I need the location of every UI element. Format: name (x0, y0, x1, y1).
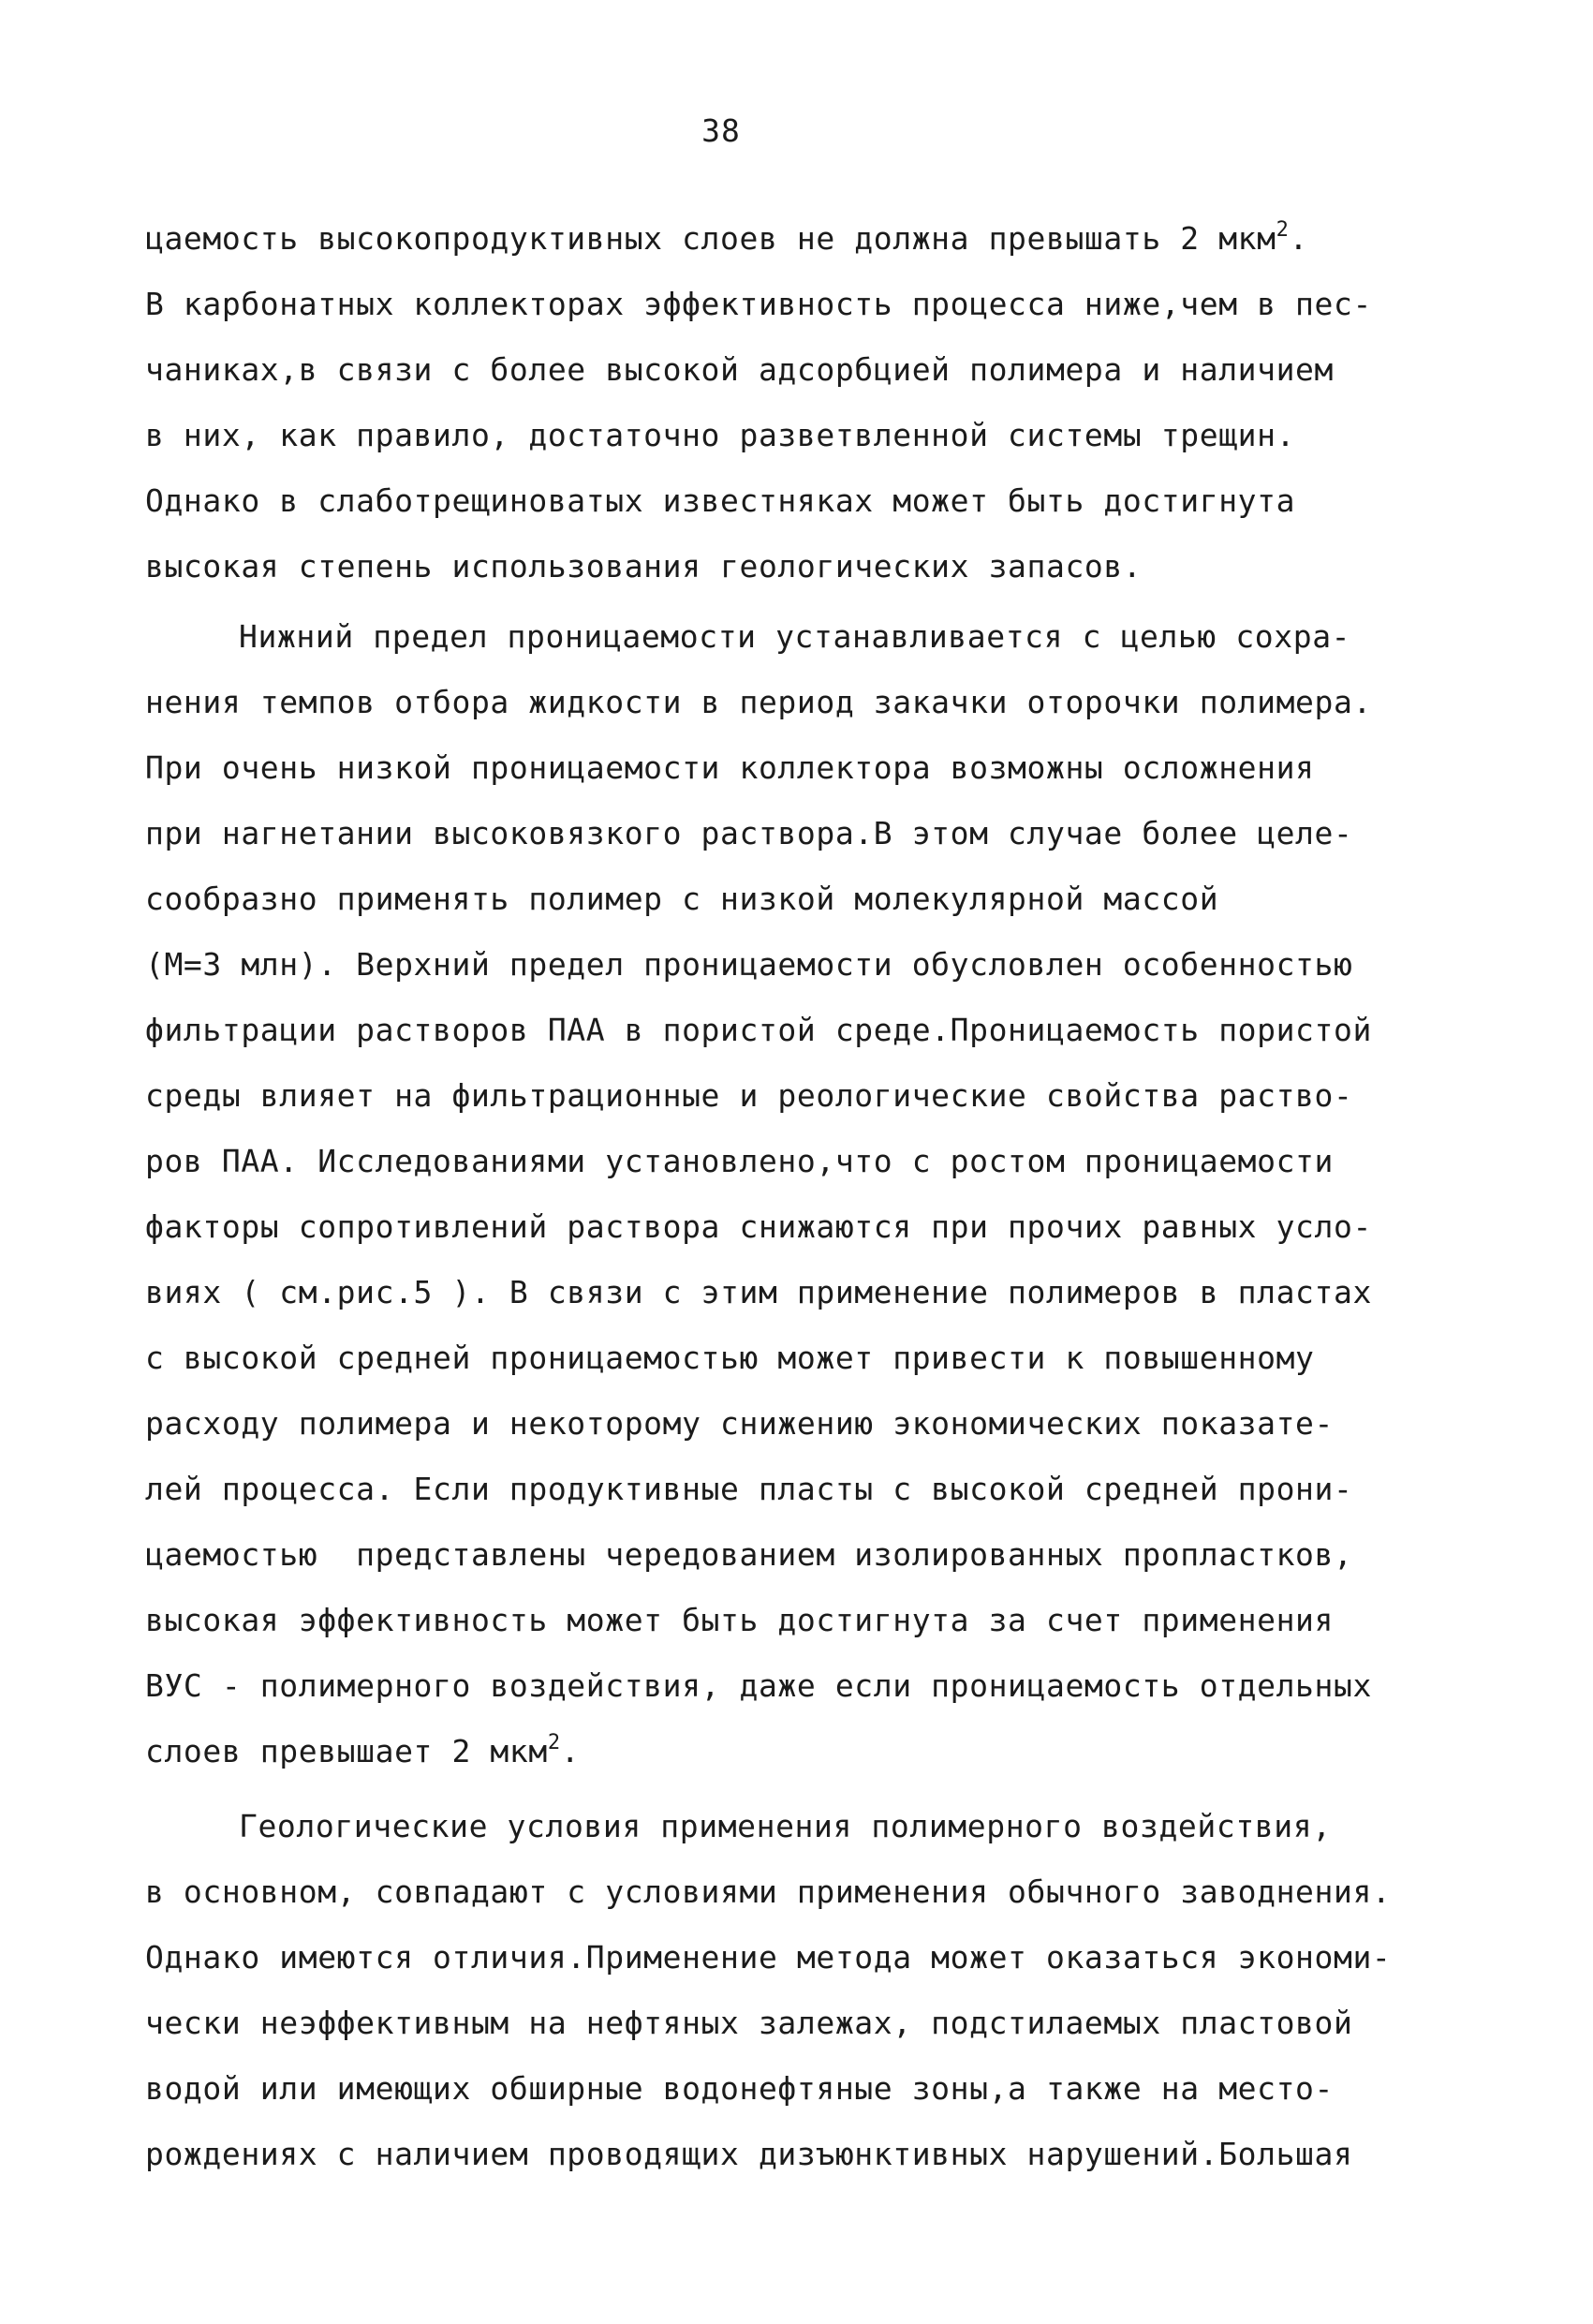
text-line: виях ( см.рис.5 ). В связи с этим применение полимеров в пластах (145, 1274, 1372, 1310)
text-line: сообразно применять полимер с низкой молекулярной массой (145, 881, 1219, 917)
page-number: 38 (701, 112, 741, 149)
text-line: чаниках,в связи с более высокой адсорбцией полимера и наличием (145, 351, 1334, 388)
text-line: рождениях с наличием проводящих дизъюнктивных нарушений.Большая (145, 2136, 1353, 2172)
text-line: цаемость высокопродуктивных слоев не должна превышать 2 мкм$^2$. (145, 218, 1308, 257)
text-line: В карбонатных коллекторах эффективность процесса ниже,чем в пес- (145, 286, 1372, 322)
text-line: фильтрации растворов ПАА в пористой среде.Проницаемость пористой (145, 1012, 1372, 1048)
superscript: 2 (547, 1731, 561, 1754)
text-line: с высокой средней проницаемостью может привести к повышенному (145, 1340, 1315, 1376)
text-line: ВУС - полимерного воздействия, даже если проницаемость отдельных (145, 1667, 1372, 1704)
text-line: среды влияет на фильтрационные и реологические свойства раство- (145, 1077, 1353, 1114)
text-line: при нагнетании высоковязкого раствора.В этом случае более целе- (145, 815, 1353, 851)
text-line: (М=3 млн). Верхний предел проницаемости обусловлен особенностью (145, 946, 1353, 983)
text-line: Однако в слаботрещиноватых известняках может быть достигнута (145, 482, 1296, 519)
text-line: Однако имеются отличия.Применение метода может оказаться экономи- (145, 1939, 1392, 1976)
text-line: в основном, совпадают с условиями применения обычного заводнения. (145, 1873, 1392, 1910)
paragraph-start: Нижний предел проницаемости устанавливается с целью сохра- (239, 618, 1351, 655)
text-line: факторы сопротивлений раствора снижаются при прочих равных усло- (145, 1208, 1372, 1245)
text-line: При очень низкой проницаемости коллектора возможны осложнения (145, 749, 1315, 786)
text-line: слоев превышает 2 мкм$^2$. (145, 1731, 581, 1769)
text-line: расходу полимера и некоторому снижению экономических показате- (145, 1405, 1334, 1442)
superscript: 2 (1276, 218, 1290, 242)
text-line: высокая эффективность может быть достигнута за счет применения (145, 1602, 1334, 1638)
text-line: ров ПАА. Исследованиями установлено,что с ростом проницаемости (145, 1143, 1334, 1179)
text-line: высокая степень использования геологических запасов. (145, 548, 1143, 585)
text-line: чески неэффективным на нефтяных залежах, подстилаемых пластовой (145, 2005, 1353, 2041)
text-line: лей процесса. Если продуктивные пласты с высокой средней прони- (145, 1471, 1353, 1507)
text-line: цаемостью представлены чередованием изолированных пропластков, (145, 1536, 1353, 1573)
text-line: водой или имеющих обширные водонефтяные зоны,а также на место- (145, 2070, 1334, 2107)
text-line: нения темпов отбора жидкости в период закачки оторочки полимера. (145, 684, 1372, 720)
paragraph-start: Геологические условия применения полимерного воздействия, (239, 1808, 1332, 1844)
text-line: в них, как правило, достаточно разветвленной системы трещин. (145, 417, 1296, 453)
